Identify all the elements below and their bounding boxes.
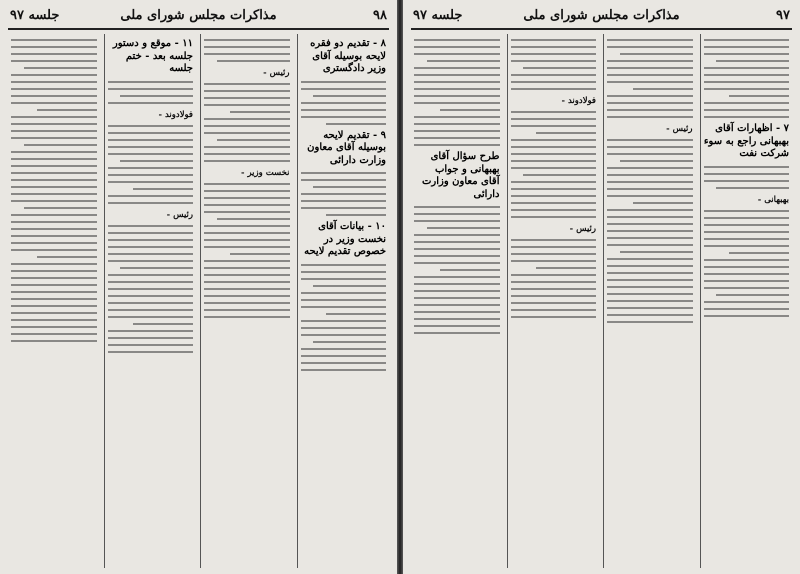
left-page-header bbox=[8, 6, 389, 30]
section-heading: ۱۰ - بیانات آقای نخست وزیر در خصوص تقدیم لایحه bbox=[304, 221, 386, 257]
text-column bbox=[104, 34, 197, 568]
section-heading: ۷ - اظهارات آقای بهبهانی راجع به سوء شرکت نفت bbox=[703, 123, 789, 159]
right-page-number: ۹۷ bbox=[776, 8, 790, 23]
right-page bbox=[403, 0, 800, 574]
right-page-columns bbox=[411, 34, 792, 568]
section-heading: ۱۱ - موقع و دستور جلسه بعد - ختم جلسه bbox=[112, 38, 193, 74]
left-page-number: ۹۸ bbox=[373, 8, 387, 23]
text-column bbox=[8, 34, 100, 568]
text-column bbox=[507, 34, 600, 568]
section-heading: ۹ - تقدیم لایحه بوسیله آقای معاون وزارت دارائی bbox=[307, 129, 386, 166]
right-page-session: جلسه ۹۷ bbox=[413, 8, 463, 23]
left-page-columns bbox=[8, 34, 389, 568]
text-column bbox=[700, 34, 793, 568]
speaker-label: رئیس - bbox=[666, 124, 693, 134]
left-page-session: جلسه ۹۷ bbox=[10, 8, 60, 23]
speaker-label: رئیس - bbox=[263, 68, 290, 78]
right-page-header bbox=[411, 6, 792, 30]
speaker-label: بهبهانی - bbox=[757, 194, 789, 205]
section-heading: ۸ - تقدیم دو فقره لایحه بوسیله آقای وزیر دادگستری bbox=[310, 38, 386, 74]
section-heading: طرح سؤال آقای بهبهانی و جواب آقای معاون وزارت دارائی bbox=[422, 151, 500, 200]
speaker-label: فولادوند - bbox=[561, 96, 596, 106]
text-column bbox=[200, 34, 293, 568]
speaker-label: رئیس - bbox=[569, 224, 596, 235]
speaker-label: رئیس - bbox=[166, 209, 193, 220]
left-page-title: مذاکرات مجلس شورای ملی bbox=[120, 8, 277, 23]
speaker-label: فولادوند - bbox=[158, 109, 193, 120]
right-page-title: مذاکرات مجلس شورای ملی bbox=[523, 8, 680, 23]
text-column bbox=[603, 34, 696, 568]
speaker-label: نخست وزیر - bbox=[241, 168, 290, 179]
text-column bbox=[411, 34, 503, 568]
text-column bbox=[297, 34, 390, 568]
left-page bbox=[0, 0, 397, 574]
